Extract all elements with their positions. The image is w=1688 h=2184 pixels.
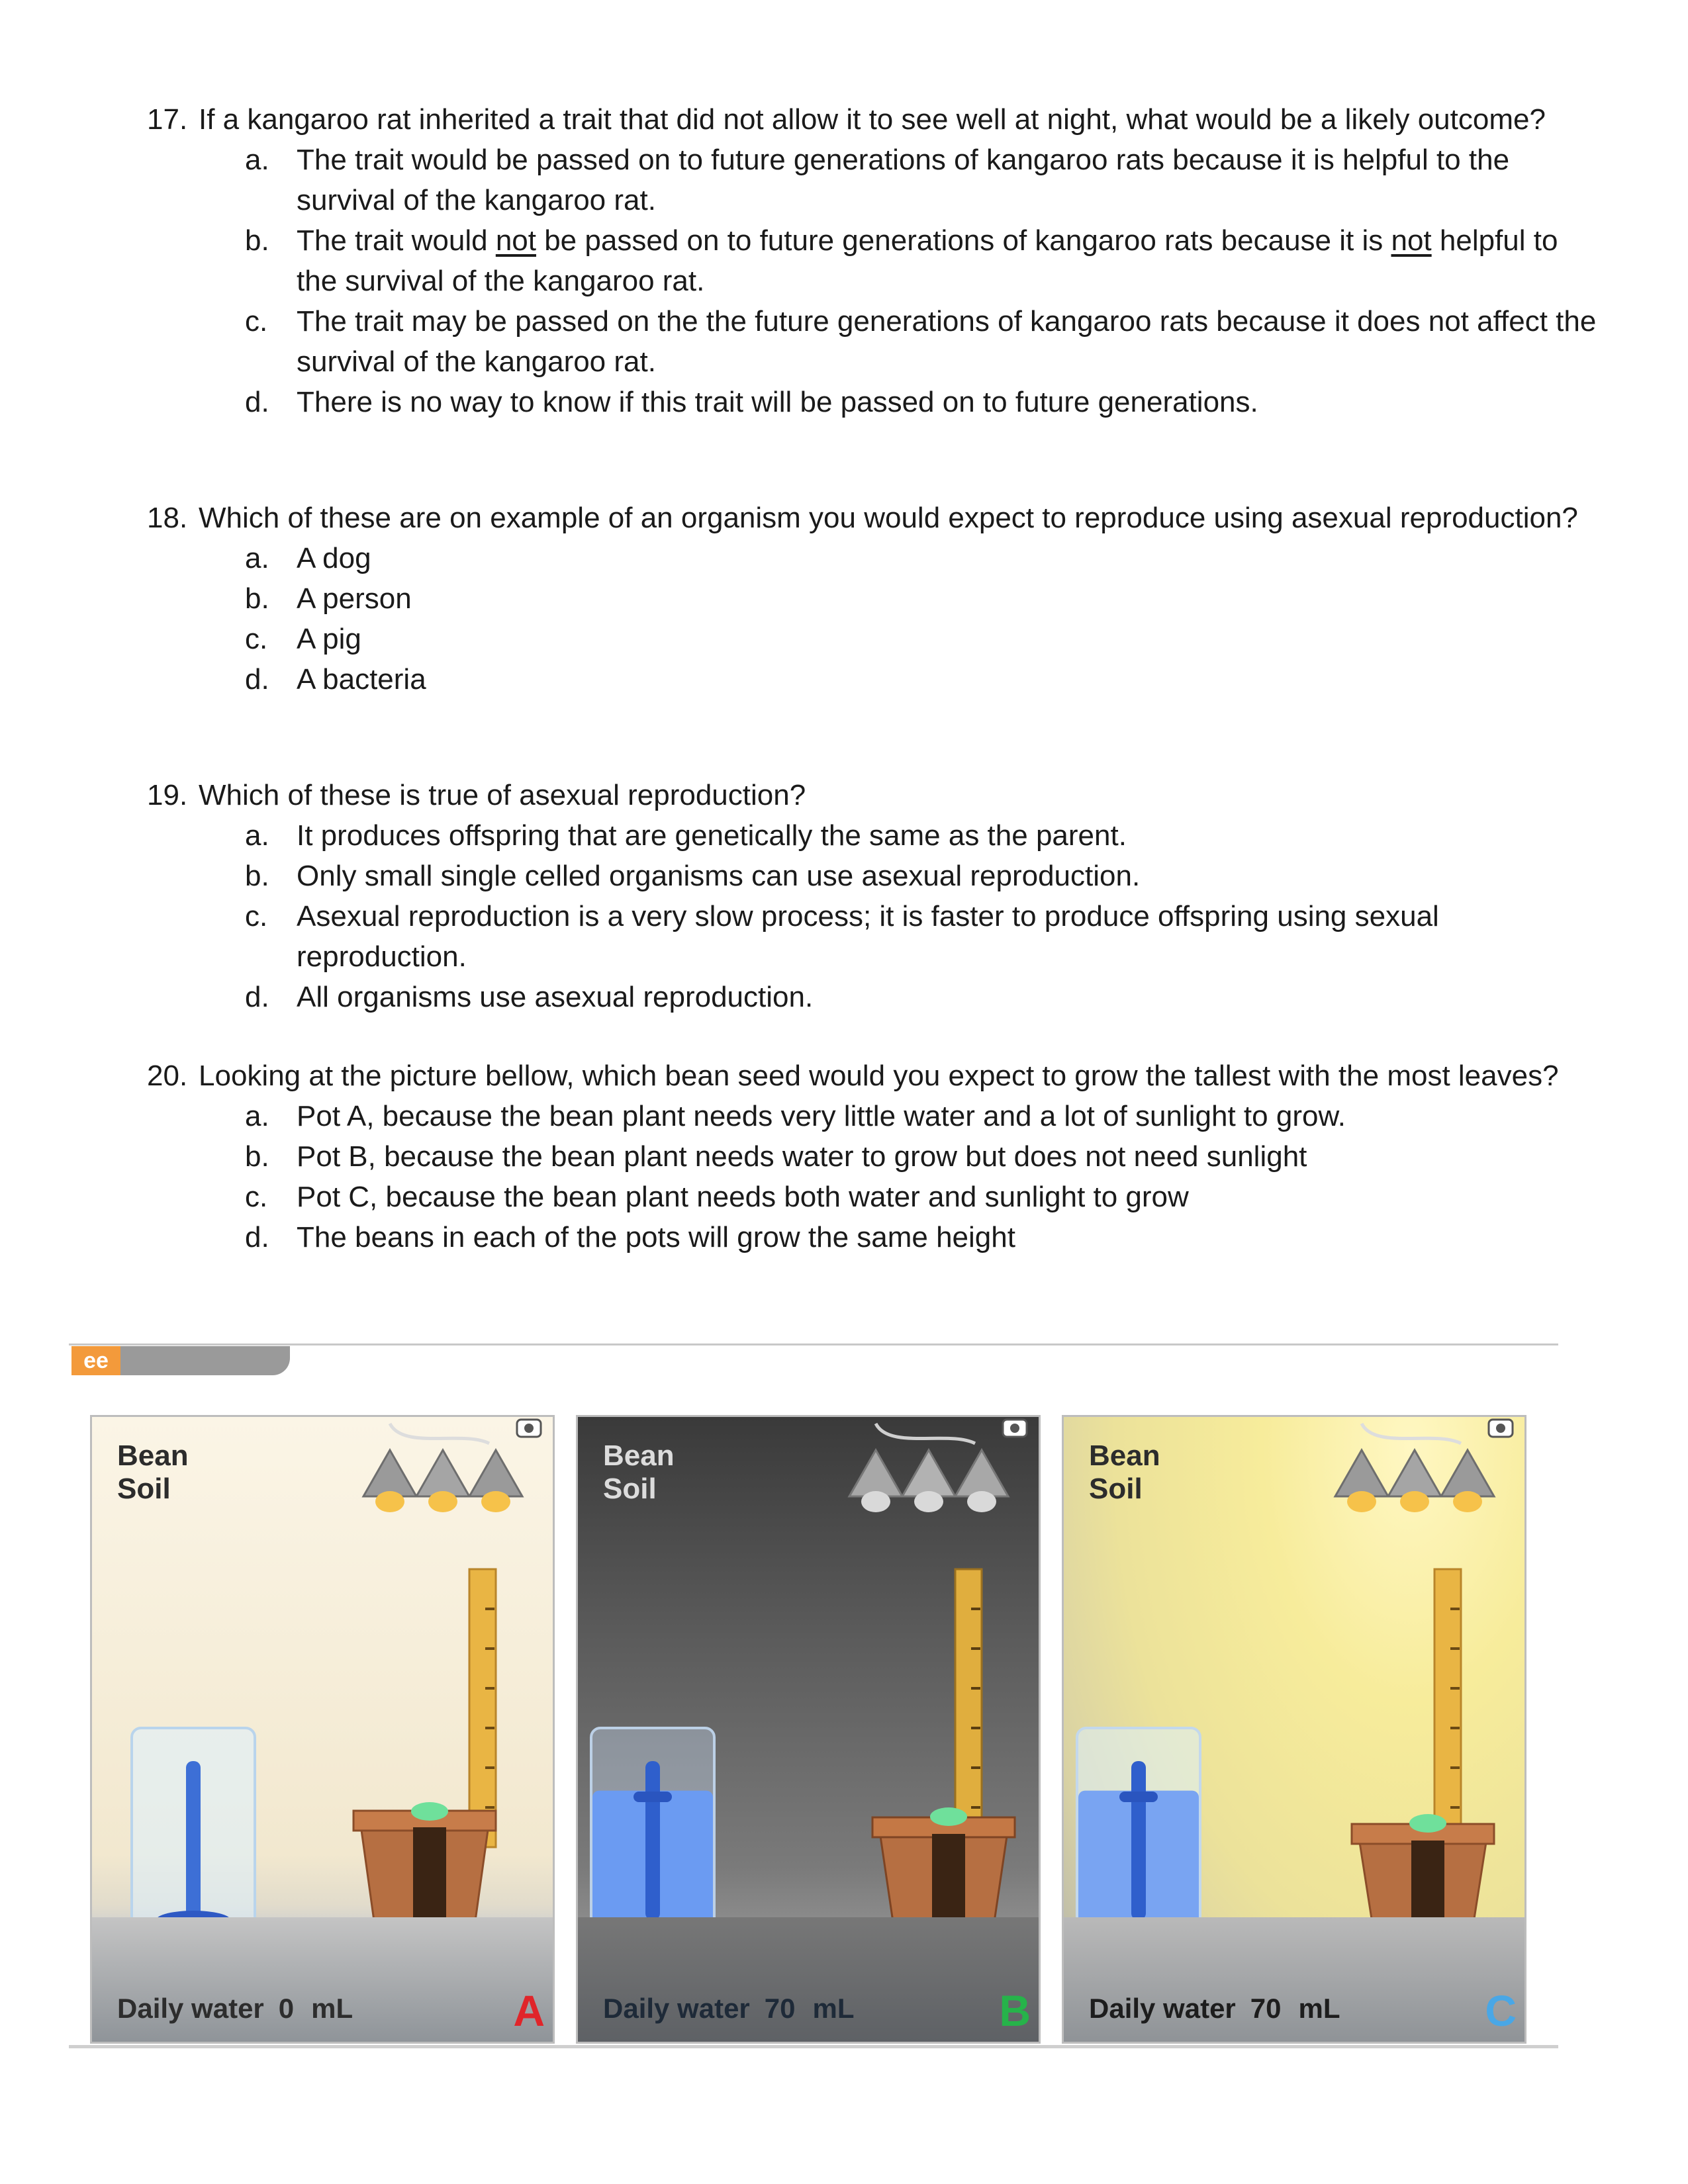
light-bulb-off-icon: [914, 1491, 943, 1512]
option-text: Pot C, because the bean plant needs both water and sunlight to grow: [297, 1181, 1189, 1213]
option-text: The trait may be passed on the the future generations of kangaroo rats because it does not affect the survival of the kangaroo rat.: [297, 305, 1597, 378]
option-text: Only small single celled organisms can use asexual reproduction.: [297, 860, 1141, 892]
simulation-tab: [71, 1346, 290, 1375]
light-bulb-off-icon: [861, 1491, 890, 1512]
simulation-logo-icon: ee: [71, 1346, 120, 1375]
light-bulb-on-icon: [1347, 1491, 1376, 1512]
question-stem: [147, 775, 1603, 815]
water-level-slider: [1131, 1761, 1146, 1920]
water-level-handle: [1119, 1792, 1158, 1802]
option-text-part: helpful to the survival of the kangaroo rat.: [297, 224, 1558, 297]
option-letter: a.: [245, 1100, 269, 1132]
option-letter: d.: [245, 1221, 269, 1253]
option-text: Pot A, because the bean plant needs very little water and a lot of sunlight to grow.: [297, 1100, 1346, 1132]
question-17: [147, 99, 1603, 422]
answer-option-a: [245, 1096, 1603, 1136]
answer-option-d: [245, 977, 1603, 1017]
lamp-fixture-icon: [1335, 1424, 1494, 1512]
answer-option-a: [245, 140, 1603, 220]
option-letter: c.: [245, 1181, 268, 1213]
question-18: [147, 498, 1603, 700]
question-text: If a kangaroo rat inherited a trait that did not allow it to see well at night, what would be a likely outcome?: [199, 103, 1546, 136]
answer-option-d: [245, 659, 1603, 700]
option-text: A person: [297, 582, 412, 615]
water-level-handle: [633, 1792, 672, 1802]
ruler: [469, 1569, 496, 1847]
option-letter: d.: [245, 981, 269, 1013]
underlined-word: not: [495, 224, 536, 257]
daily-water-label: Daily water: [1089, 1993, 1236, 2024]
water-level-slider: [186, 1761, 201, 1920]
camera-icon[interactable]: [1002, 1415, 1028, 1441]
bean-seed: [411, 1802, 448, 1821]
panel-title: Bean Soil: [603, 1439, 675, 1505]
option-letter: d.: [245, 386, 269, 418]
daily-water-label: Daily water: [603, 1993, 750, 2024]
bean-experiment-figure: [69, 1343, 1558, 2048]
answer-option-b: [245, 1136, 1603, 1177]
lamp-fixture-icon: [849, 1424, 1008, 1512]
answer-option-b: [245, 578, 1603, 619]
underlined-word: not: [1391, 224, 1432, 257]
pot-letter-label: A: [513, 1986, 545, 2035]
question-stem: [147, 498, 1603, 538]
pot-panel-a: [90, 1415, 555, 2044]
option-letter: a.: [245, 542, 269, 574]
option-text: Asexual reproduction is a very slow process; it is faster to produce offspring using sexual reproduction.: [297, 900, 1439, 973]
option-text-part: be passed on to future generations of kangaroo rats because it is: [536, 224, 1391, 257]
pot-panel-c: [1062, 1415, 1526, 2044]
daily-water-label: Daily water: [117, 1993, 264, 2024]
bean-seed: [1409, 1814, 1446, 1833]
question-19: [147, 775, 1603, 1017]
question-number: 18.: [147, 502, 188, 534]
daily-water-value: 70: [1250, 1993, 1282, 2024]
option-letter: c.: [245, 623, 268, 655]
answer-option-b: [245, 856, 1603, 896]
light-bulb-on-icon: [428, 1491, 457, 1512]
light-bulb-on-icon: [1400, 1491, 1429, 1512]
option-letter: b.: [245, 860, 269, 892]
option-text: A dog: [297, 542, 371, 574]
answer-option-c: [245, 1177, 1603, 1217]
option-letter: b.: [245, 224, 269, 257]
light-bulb-on-icon: [1453, 1491, 1482, 1512]
option-text: All organisms use asexual reproduction.: [297, 981, 814, 1013]
option-letter: a.: [245, 819, 269, 852]
question-text: Which of these is true of asexual reproduction?: [199, 779, 806, 811]
question-stem: [147, 1056, 1603, 1096]
panel-title: Bean Soil: [117, 1439, 189, 1505]
pot-panel-b: [576, 1415, 1041, 2044]
pot-letter-label: C: [1485, 1986, 1517, 2035]
option-letter: c.: [245, 305, 268, 338]
ruler: [1434, 1569, 1461, 1847]
daily-water-unit: mL: [1298, 1993, 1340, 2024]
option-text: A pig: [297, 623, 361, 655]
panel-title: Bean Soil: [1089, 1439, 1160, 1505]
option-text: A bacteria: [297, 663, 426, 696]
answer-option-b: [245, 220, 1603, 301]
option-text: The beans in each of the pots will grow the same height: [297, 1221, 1015, 1253]
option-letter: d.: [245, 663, 269, 696]
daily-water-value: 0: [278, 1993, 295, 2024]
question-number: 20.: [147, 1060, 188, 1092]
camera-icon[interactable]: [516, 1415, 542, 1441]
answer-option-d: [245, 1217, 1603, 1257]
answer-option-c: [245, 301, 1603, 382]
option-letter: b.: [245, 1140, 269, 1173]
answer-option-d: [245, 382, 1603, 422]
daily-water-unit: mL: [311, 1993, 353, 2024]
question-text: Which of these are on example of an organism you would expect to reproduce using asexual reproduction?: [199, 502, 1578, 534]
option-text-part: The trait would: [297, 224, 496, 257]
question-number: 19.: [147, 779, 188, 811]
answer-option-c: [245, 896, 1603, 977]
camera-icon[interactable]: [1487, 1415, 1514, 1441]
daily-water-unit: mL: [812, 1993, 855, 2024]
option-text: Pot B, because the bean plant needs water to grow but does not need sunlight: [297, 1140, 1307, 1173]
answer-option-a: [245, 815, 1603, 856]
option-text: There is no way to know if this trait will be passed on to future generations.: [297, 386, 1258, 418]
daily-water-value: 70: [764, 1993, 796, 2024]
option-text: [297, 220, 1603, 301]
daily-water-readout: [117, 1993, 353, 2025]
lamp-fixture-icon: [363, 1424, 522, 1512]
daily-water-readout: [603, 1993, 855, 2025]
answer-option-a: [245, 538, 1603, 578]
question-stem: [147, 99, 1603, 140]
option-text: It produces offspring that are genetically the same as the parent.: [297, 819, 1127, 852]
option-letter: c.: [245, 900, 268, 933]
light-bulb-off-icon: [967, 1491, 996, 1512]
water-level-slider: [645, 1761, 660, 1920]
option-text: The trait would be passed on to future generations of kangaroo rats because it is helpful to the survival of the kangaroo rat.: [297, 144, 1510, 216]
light-bulb-on-icon: [481, 1491, 510, 1512]
bean-seed: [930, 1807, 967, 1826]
answer-option-c: [245, 619, 1603, 659]
option-letter: b.: [245, 582, 269, 615]
daily-water-readout: [1089, 1993, 1340, 2025]
question-number: 17.: [147, 103, 188, 136]
ruler: [955, 1569, 982, 1847]
pot-letter-label: B: [999, 1986, 1031, 2035]
light-bulb-on-icon: [375, 1491, 404, 1512]
option-letter: a.: [245, 144, 269, 176]
question-20: [147, 1056, 1603, 1257]
question-text: Looking at the picture bellow, which bean seed would you expect to grow the tallest with the most leaves?: [199, 1060, 1559, 1092]
